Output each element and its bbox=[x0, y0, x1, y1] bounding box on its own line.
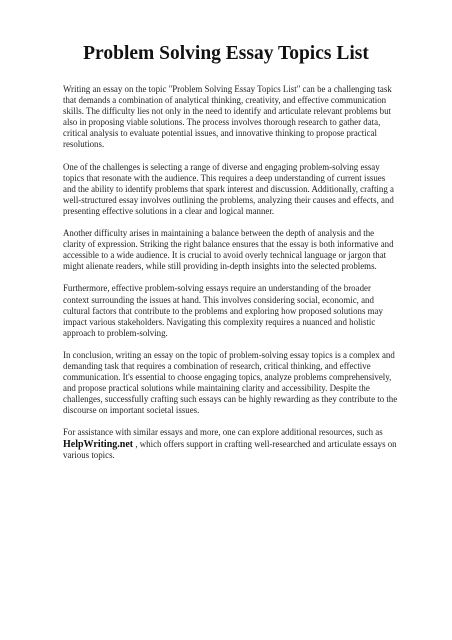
document-title: Problem Solving Essay Topics List bbox=[83, 43, 369, 64]
paragraph-balance: Another difficulty arises in maintaining a balance between the depth of analysis and the clarity of expression. Striking the right balance ensures that the essay is both informative and accessible to a wide audience. It is crucial to avoid overly technical language or jargon that might alienate readers, while still providing in-depth insights into the selected problems. bbox=[63, 228, 394, 272]
paragraph-closing bbox=[63, 427, 398, 460]
closing-text-before: For assistance with similar essays and more, one can explore additional resources, such as bbox=[63, 427, 383, 438]
paragraph-intro: Writing an essay on the topic "Problem Solving Essay Topics List" can be a challenging task that demands a combination of analytical thinking, creativity, and effective communication skills. The difficulty lies not only in the need to identify and articulate relevant problems but also in proposing viable solutions. The process involves thorough research to gather data, critical analysis to evaluate potential issues, and innovative thinking to propose practical resolutions. bbox=[63, 84, 392, 150]
helpwriting-link[interactable]: HelpWriting.net bbox=[63, 438, 134, 450]
closing-text-after: , which offers support in crafting well-researched and articulate essays on various topics. bbox=[63, 438, 397, 460]
paragraph-topic-selection: One of the challenges is selecting a range of diverse and engaging problem-solving essay topics that resonate with the audience. This requires a deep understanding of current issues and the ability to identify problems that spark interest and discussion. Additionally, crafting a well-structured essay involves outlining the problems, analyzing their causes and effects, and presenting effective solutions in a clear and logical manner. bbox=[63, 161, 394, 216]
document-body bbox=[63, 84, 398, 472]
paragraph-context: Furthermore, effective problem-solving essays require an understanding of the broader context surrounding the issues at hand. This involves considering social, economic, and cultural factors that contribute to the problems and exploring how proposed solutions may impact various stakeholders. Navigating this complexity requires a nuanced and holistic approach to problem-solving. bbox=[63, 283, 383, 338]
paragraph-conclusion: In conclusion, writing an essay on the topic of problem-solving essay topics is a complex and demanding task that requires a combination of research, critical thinking, and effective communication. It's essential to choose engaging topics, analyze problems comprehensively, and propose practical solutions while maintaining clarity and accessibility. Despite the challenges, successfully crafting such essays can be highly rewarding as they contribute to the discourse on important societal issues. bbox=[63, 349, 398, 416]
